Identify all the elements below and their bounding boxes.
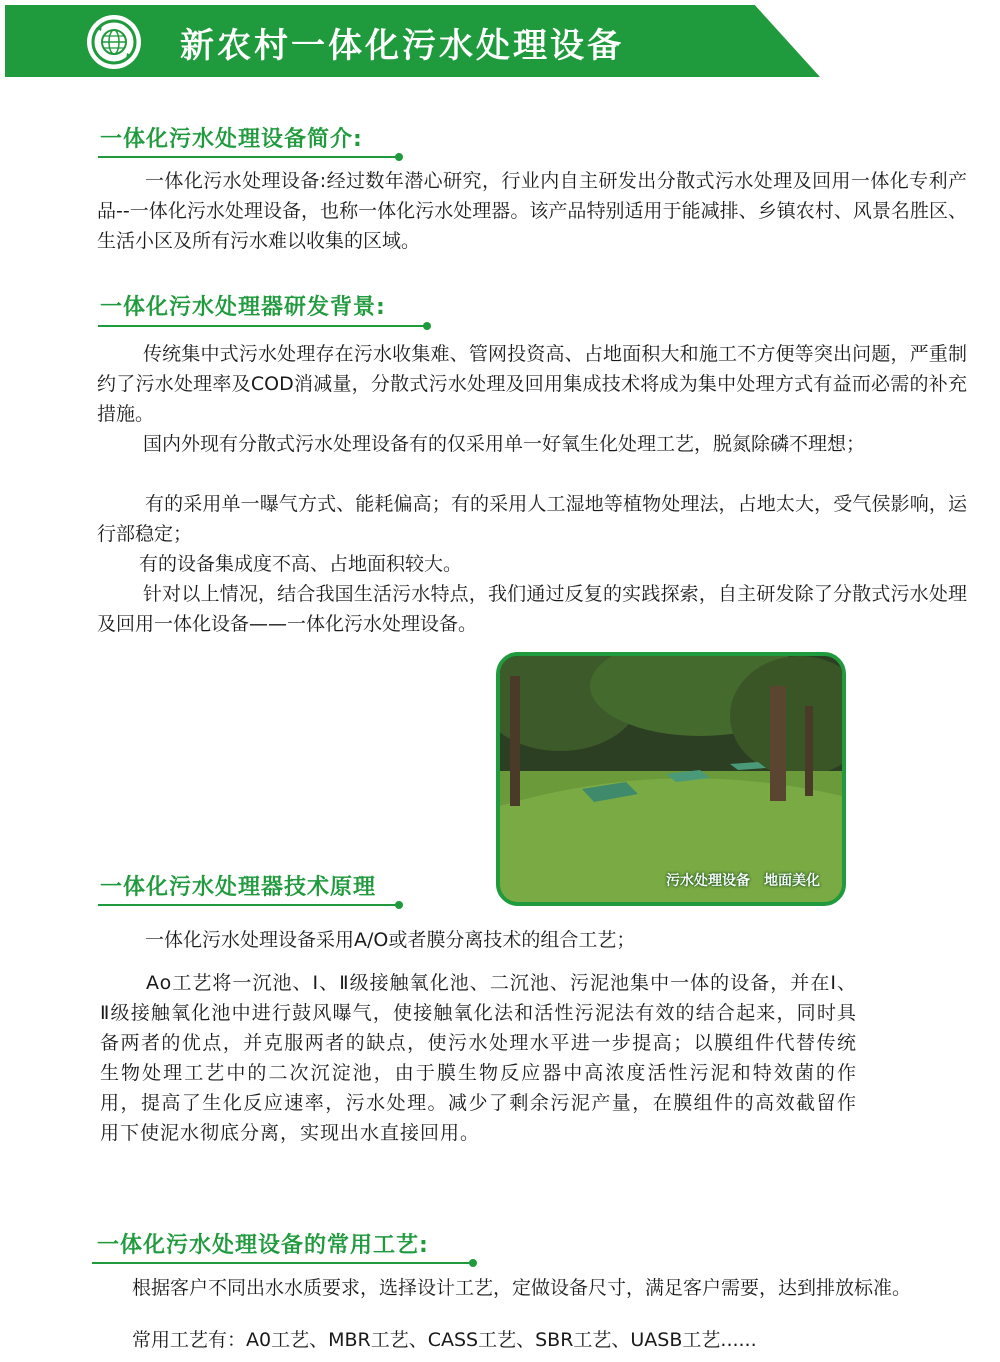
photo-caption: 污水处理设备 地面美化 — [666, 873, 820, 889]
background-paragraph-5: 针对以上情况，结合我国生活污水特点，我们通过反复的实践探索，自主研发除了分散式污水处理及回用一体化设备——一体化污水处理设备。 — [97, 583, 967, 635]
background-paragraph-3: 有的采用单一曝气方式、能耗偏高；有的采用人工湿地等植物处理法，占地太大，受气侯影响，运行部稳定； — [97, 493, 967, 545]
process-paragraph-1: 根据客户不同出水水质要求，选择设计工艺，定做设备尺寸，满足客户需要，达到排放标准。 — [132, 1277, 912, 1299]
background-paragraph-2: 国内外现有分散式污水处理设备有的仅采用单一好氧生化处理工艺，脱氮除磷不理想； — [143, 433, 866, 455]
process-title-underline — [92, 1262, 472, 1264]
recycle-globe-logo-icon — [86, 14, 142, 70]
background-paragraph-1: 传统集中式污水处理存在污水收集难、管网投资高、占地面积大和施工不方便等突出问题，严重制约了污水处理率及COD消减量，分散式污水处理及回用集成技术将成为集中处理方式有益而必需的补充措施。 — [97, 343, 967, 425]
principle-paragraph-2: Ao工艺将一沉池、Ⅰ、Ⅱ级接触氧化池、二沉池、污泥池集中一体的设备，并在Ⅰ、Ⅱ级接触氧化池中进行鼓风曝气，使接触氧化法和活性污泥法有效的结合起来，同时具备两者的优点，并克服两者的缺点，使污水处理水平进一步提高；以膜组件代替传统生物处理工艺中的二次沉淀池，由于膜生物反应器中高浓度活性污泥和特效菌的作用，提高了生化反应速率，污水处理。减少了剩余污泥产量，在膜组件的高效截留作用下使泥水彻底分离，实现出水直接回用。 — [100, 972, 857, 1144]
process-section-title: 一体化污水处理设备的常用工艺: — [97, 1233, 429, 1258]
principle-title-underline — [98, 904, 398, 906]
garden-scene-image — [500, 656, 842, 902]
installation-photo — [496, 652, 846, 906]
intro-section-title: 一体化污水处理设备简介: — [100, 127, 363, 152]
intro-paragraph: 一体化污水处理设备:经过数年潜心研究，行业内自主研发出分散式污水处理及回用一体化专利产品--一体化污水处理设备，也称一体化污水处理器。该产品特别适用于能减排、乡镇农村、风景名胜区、生活小区及所有污水难以收集的区域。 — [97, 170, 967, 252]
background-title-underline — [98, 325, 426, 327]
background-paragraph-4: 有的设备集成度不高、占地面积较大。 — [139, 553, 463, 575]
page-title: 新农村一体化污水处理设备 — [180, 26, 624, 66]
principle-section-title: 一体化污水处理器技术原理 — [100, 875, 377, 900]
process-paragraph-2: 常用工艺有：A0工艺、MBR工艺、CASS工艺、SBR工艺、UASB工艺...... — [132, 1329, 757, 1351]
principle-paragraph-1: 一体化污水处理设备采用A/O或者膜分离技术的组合工艺； — [145, 929, 636, 951]
background-section-title: 一体化污水处理器研发背景: — [100, 295, 386, 320]
intro-title-underline — [98, 156, 398, 158]
